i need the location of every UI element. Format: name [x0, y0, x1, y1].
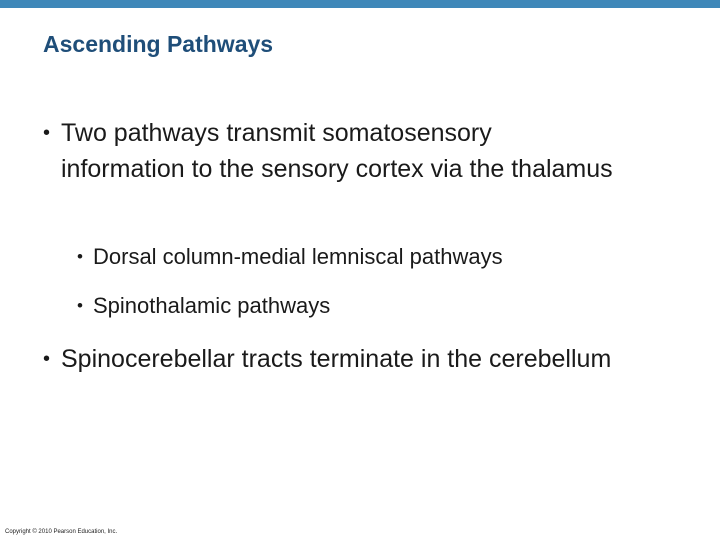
top-accent-bar — [0, 0, 720, 8]
sub-bullet-item — [77, 291, 653, 321]
bullet-text: Spinothalamic pathways — [93, 293, 331, 318]
bullet-marker: • — [43, 122, 51, 144]
bullet-item — [43, 115, 621, 187]
copyright-footer: Copyright © 2010 Pearson Education, Inc. — [5, 529, 118, 535]
bullet-marker: • — [77, 247, 83, 266]
bullet-text: Two pathways transmit somatosensory information to the sensory cortex via the thalamus — [61, 119, 613, 183]
bullet-marker: • — [43, 348, 51, 370]
bullet-text: Dorsal column-medial lemniscal pathways — [93, 244, 503, 269]
slide-title: Ascending Pathways — [43, 31, 274, 57]
bullet-marker: • — [77, 296, 83, 315]
bullet-item — [43, 341, 621, 377]
sub-bullet-item — [77, 242, 653, 272]
bullet-text: Spinocerebellar tracts terminate in the cerebellum — [61, 345, 612, 373]
